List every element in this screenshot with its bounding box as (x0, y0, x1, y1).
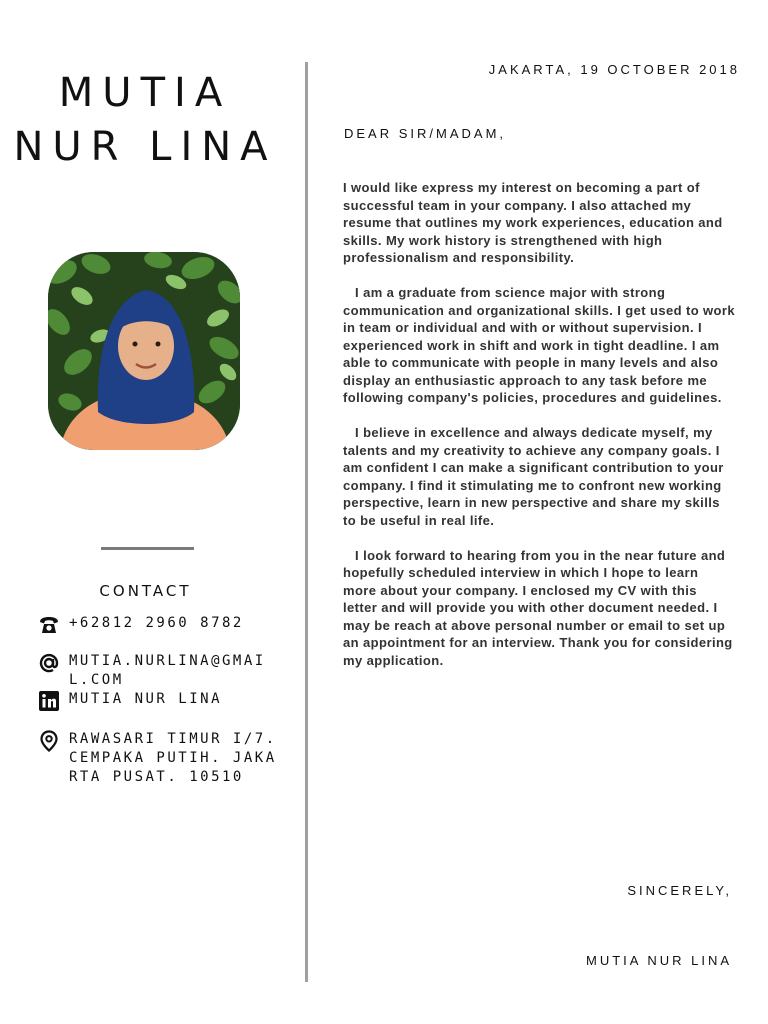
salutation: DEAR SIR/MADAM, (344, 126, 507, 141)
contact-email (38, 652, 288, 690)
linkedin-icon (38, 690, 60, 712)
letter-body (343, 179, 740, 687)
phone-number: +62812 2960 8782 (69, 615, 244, 631)
name-first-line: MUTIA (58, 70, 232, 116)
contact-phone (38, 614, 288, 636)
closing: SINCERELY, (627, 883, 732, 898)
contact-linkedin (38, 690, 288, 712)
linkedin-name[interactable]: MUTIA NUR LINA (69, 691, 223, 707)
location-pin-icon (38, 730, 60, 752)
signature-name: MUTIA NUR LINA (585, 953, 732, 968)
letter-paragraph-3: I believe in excellence and always dedicate myself, my talents and my creativity to achieve any company goals. I am confident I can make a significant contribution to your company. I find it stimulating me to confront new working perspective, learn in new perspective and share my skills to be useful in real life. (343, 425, 728, 528)
letter-date: JAKARTA, 19 OCTOBER 2018 (488, 62, 740, 77)
letter-paragraph-2: I am a graduate from science major with strong communication and organizational skills. I get used to work in team or individual and with or without supervision. I experienced work in shift and work in tight deadline. I am able to communicate with people in many levels and also display an enthusiastic approach to any task before me following company's policies, procedures and guidelines. (343, 285, 740, 405)
email-address[interactable]: MUTIA.NURLINA@GMAIL.COM (69, 653, 266, 688)
letter-paragraph-1: I would like express my interest on becoming a part of successful team in your company. I also attached my resume that outlines my work experiences, education and skills. My work history is strengthened with high professionalism and responsibility. (343, 180, 727, 265)
vertical-divider (305, 62, 308, 982)
letter-paragraph-4: I look forward to hearing from you in the near future and hopefully scheduled interview in which I hope to learn more about your company. I enclosed my CV with this letter and will provide you with other document needed. I may be reach at above personal number or email to set up an appointment for an interview. Thank you for considering my application. (343, 547, 737, 668)
profile-photo (48, 252, 240, 450)
contact-address (38, 730, 288, 787)
at-sign-icon (38, 652, 60, 674)
address-text: RAWASARI TIMUR I/7. CEMPAKA PUTIH. JAKARTA PUSAT. 10510 (69, 731, 277, 785)
phone-icon (38, 614, 60, 636)
sidebar-divider (101, 547, 194, 550)
contact-heading: CONTACT (99, 582, 192, 600)
name-second-line: NUR LINA (13, 124, 277, 170)
